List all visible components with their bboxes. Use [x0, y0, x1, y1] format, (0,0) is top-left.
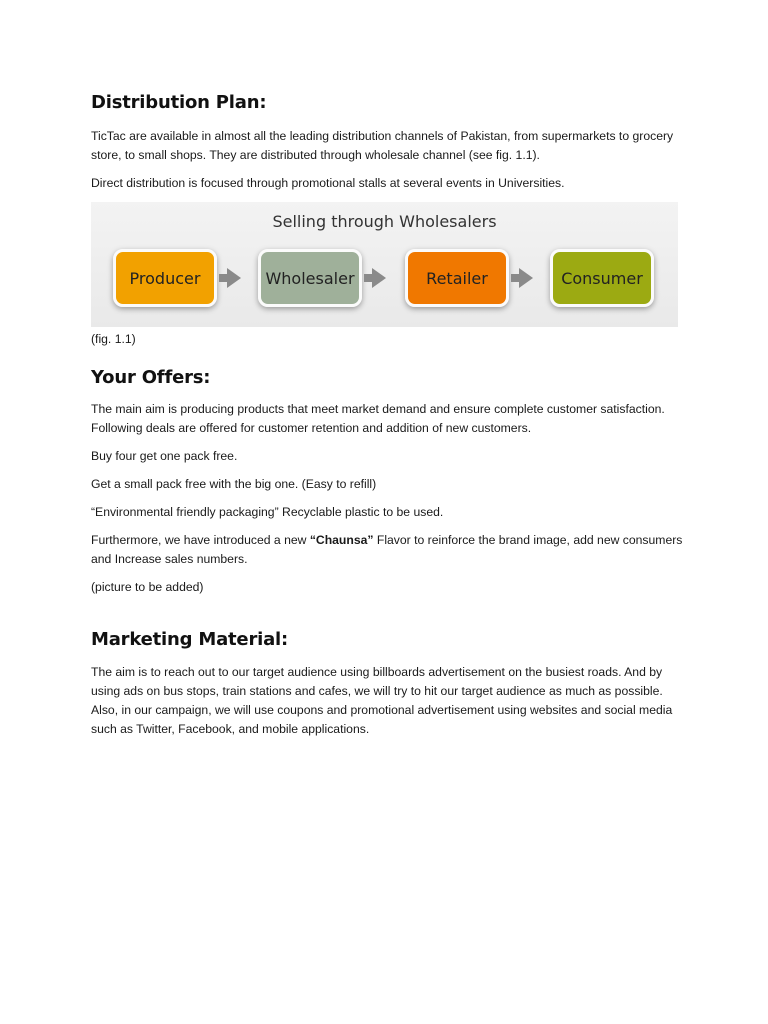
diagram-arrow-shaft [364, 274, 372, 282]
flavor-text-after: Flavor to reinforce the brand image, add new consumers and Increase sales numbers. [91, 533, 683, 566]
flavor-name: “Chaunsa” [309, 533, 374, 547]
offers-heading: Your Offers: [91, 367, 211, 388]
picture-note: (picture to be added) [91, 580, 204, 594]
offer-deal-1: Buy four get one pack free. [91, 449, 238, 463]
diagram-node-consumer: Consumer [550, 249, 654, 307]
diagram-arrow-shaft [219, 274, 227, 282]
flavor-text-before: Furthermore, we have introduced a new [91, 533, 310, 547]
distribution-diagram [91, 202, 678, 327]
diagram-arrow-icon [372, 268, 386, 288]
distribution-heading: Distribution Plan: [91, 92, 267, 113]
diagram-arrow-icon [519, 268, 533, 288]
distribution-paragraph-2: Direct distribution is focused through promotional stalls at several events in Universities. [91, 176, 565, 190]
diagram-arrow-icon [227, 268, 241, 288]
diagram-node-producer: Producer [113, 249, 217, 307]
offer-flavor-paragraph [91, 531, 683, 569]
marketing-paragraph-1: The aim is to reach out to our target audience using billboards advertisement on the busiest roads. And by using ads on bus stops, train stations and cafes, we will try to hit our target audience as much as possible. Also, in our campaign, we will use coupons and promotional advertisement using websites and social media such as Twitter, Facebook, and mobile applications. [91, 665, 673, 736]
marketing-heading: Marketing Material: [91, 629, 289, 650]
offer-deal-2: Get a small pack free with the big one. (Easy to refill) [91, 477, 377, 491]
offer-deal-3: “Environmental friendly packaging” Recyclable plastic to be used. [91, 505, 444, 519]
distribution-paragraph-1: TicTac are available in almost all the leading distribution channels of Pakistan, from supermarkets to grocery store, to small shops. They are distributed through wholesale channel (see fig. 1.1). [91, 129, 674, 162]
diagram-arrow-shaft [511, 274, 519, 282]
offers-paragraph-1: The main aim is producing products that meet market demand and ensure complete customer satisfaction. Following deals are offered for customer retention and addition of new customers. [91, 402, 665, 435]
figure-caption: (fig. 1.1) [91, 332, 136, 346]
diagram-node-wholesaler: Wholesaler [258, 249, 362, 307]
diagram-title: Selling through Wholesalers [272, 212, 497, 231]
diagram-node-retailer: Retailer [405, 249, 509, 307]
document-body [91, 92, 683, 739]
